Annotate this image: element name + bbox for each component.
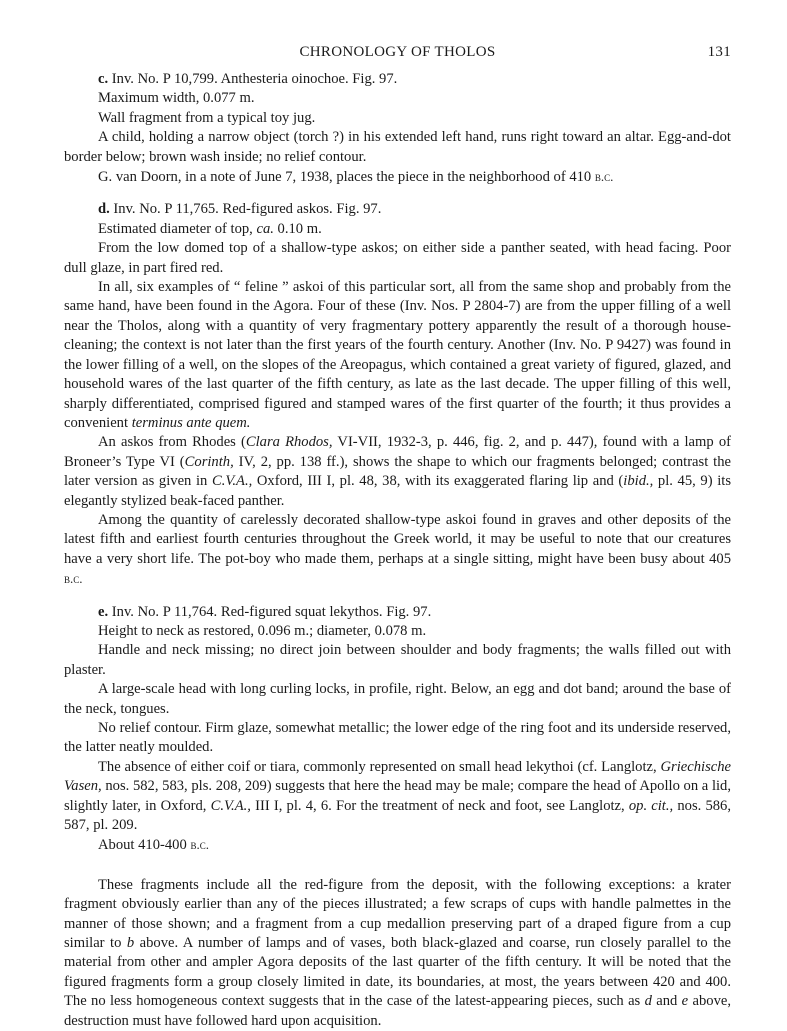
entry-d xyxy=(64,200,731,589)
entry-heading: d. Inv. No. P 11,765. Red-figured askos. Fig. 97. xyxy=(98,201,382,218)
entry-measure: Maximum width, 0.077 m. xyxy=(98,90,255,107)
paragraph: In all, six examples of “ feline ” askoi of this particular sort, all from the same shop and probably from the same hand, have been found in the Agora. Four of these (Inv. Nos. P 2804-7) are from the upper filling of a well near the Tholos, along with a quantity of very fragmentary pottery apparently the result of a thorough house-cleaning; the context is not later than the first years of the fourth century. Another (Inv. No. P 9427) was found in the lower filling of a well, on the slopes of the Areopagus, which contained a great variety of figured, glazed, and household wares of the last quarter of the fifth century, as late as the last decade. The upper filling of this well, sharply differentiated, comprised figured and stamped wares of the first quarter of the fourth; it thus provides a convenient terminus ante quem. xyxy=(64,279,731,431)
entry-letter: d. xyxy=(98,201,110,218)
page xyxy=(64,44,731,1031)
paragraph: Among the quantity of carelessly decorated shallow-type askoi found in graves and other deposits of the latest fifth and earliest fourth centuries throughout the Greek world, it may be useful to note that our creatures have a very short life. The pot-boy who made them, perhaps at a single sitting, might have been busy about 405 b.c. xyxy=(64,511,731,587)
entry-measure: Height to neck as restored, 0.096 m.; diameter, 0.078 m. xyxy=(98,622,427,639)
entry-e xyxy=(64,603,731,856)
paragraph: G. van Doorn, in a note of June 7, 1938, places the piece in the neighborhood of 410 b.c. xyxy=(98,169,614,186)
paragraph: The absence of either coif or tiara, commonly represented on small head lekythoi (cf. Langlotz, Griechische Vasen, nos. 582, 583, pls. 208, 209) suggests that here the head may be male; compare the head of Apollo on a lid, slightly later, in Oxford, C.V.A., III I, pl. 4, 6. For the treatment of neck and foot, see Langlotz, op. cit., nos. 586, 587, pl. 209. xyxy=(64,758,731,834)
entry-letter: e. xyxy=(98,603,109,620)
paragraph: These fragments include all the red-figure from the deposit, with the following exceptions: a krater fragment obviously earlier than any of the pieces illustrated; a few scraps of cups with handle palmettes in the manner of those shown; and a fragment from a cup medallion preserving part of a draped figure from a cup similar to b above. A number of lamps and of vases, both black-glazed and coarse, run closely parallel to the material from other and ampler Agora deposits of the last quarter of the fifth century. It will be noted that the figured fragments form a group closely limited in date, its boundaries, at most, the years between 420 and 400. The no less homogeneous context suggests that in the case of the latest-appearing pieces, such as d and e above, destruction must have followed hard upon acquisition. xyxy=(64,876,731,1029)
paragraph: Wall fragment from a typical toy jug. xyxy=(98,109,316,126)
entry-heading: e. Inv. No. P 11,764. Red-figured squat lekythos. Fig. 97. xyxy=(98,603,432,620)
paragraph: Handle and neck missing; no direct join between shoulder and body fragments; the walls filled out with plaster. xyxy=(64,642,731,678)
entry-measure: Estimated diameter of top, ca. 0.10 m. xyxy=(98,220,322,237)
entry-c xyxy=(64,70,731,187)
paragraph: About 410-400 b.c. xyxy=(98,837,209,854)
page-number: 131 xyxy=(707,44,731,60)
running-head xyxy=(64,44,731,70)
paragraph: An askos from Rhodes (Clara Rhodos, VI-VII, 1932-3, p. 446, fig. 2, and p. 447), found with a lamp of Broneer’s Type VI (Corinth, IV, 2, pp. 138 ff.), shows the shape to which our fragments belonged; contrast the later version as given in C.V.A., Oxford, III I, pl. 48, 38, with its exaggerated flaring lip and (ibid., pl. 45, 9) its elegantly stylized beak-faced panther. xyxy=(64,434,732,509)
running-title: CHRONOLOGY OF THOLOS xyxy=(299,44,496,60)
paragraph: A child, holding a narrow object (torch ?) in his extended left hand, runs right toward an altar. Egg-and-dot border below; brown wash inside; no relief contour. xyxy=(64,129,731,165)
paragraph: No relief contour. Firm glaze, somewhat metallic; the lower edge of the ring foot and its underside reserved, the latter neatly moulded. xyxy=(64,720,731,756)
paragraph: From the low domed top of a shallow-type askos; on either side a panther seated, with head facing. Poor dull glaze, in part fired red. xyxy=(64,240,731,276)
closing-paragraph xyxy=(64,876,731,1031)
entry-letter: c. xyxy=(98,71,109,87)
paragraph: A large-scale head with long curling locks, in profile, right. Below, an egg and dot band; around the base of the neck, tongues. xyxy=(64,681,731,717)
body-text xyxy=(64,70,731,1031)
entry-heading: c. Inv. No. P 10,799. Anthesteria oinochoe. Fig. 97. xyxy=(98,71,398,87)
